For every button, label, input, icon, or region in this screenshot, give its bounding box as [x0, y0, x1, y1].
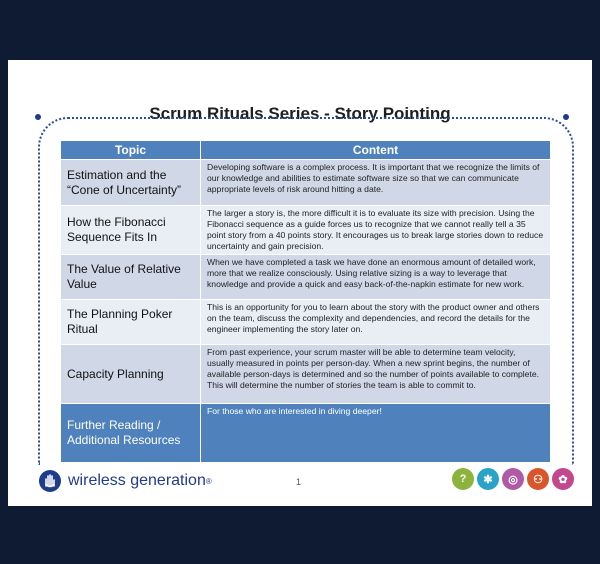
row-topic: Estimation and the “Cone of Uncertainty”: [61, 160, 201, 206]
row-content: Developing software is a complex process. It is important that we recognize the limits of our knowledge and abilities to estimate software size so that we can communicate appropriate levels of risk around hitting a date.: [201, 160, 551, 206]
people-icon: ⚇: [527, 468, 549, 490]
row-topic: How the Fibonacci Sequence Fits In: [61, 206, 201, 255]
page-number: 1: [296, 477, 302, 487]
slide: [8, 60, 592, 506]
row-content: From past experience, your scrum master will be able to determine team velocity, usually measured in points per person-day. When a new sprint begins, the number of available person-days is determined and so the number of points available to complete. This will determine the number of stories the team is able to commit to.: [201, 345, 551, 404]
row-content: When we have completed a task we have done an enormous amount of detailed work, more that we realize consciously. Using relative sizing is a way to leverage that knowledge and provide a quick and easy back-of-the-napkin estimate for new work.: [201, 255, 551, 300]
row-content: For those who are interested in diving deeper!: [201, 404, 551, 463]
row-topic: The Planning Poker Ritual: [61, 300, 201, 345]
table-row: [61, 345, 551, 404]
hand-logo-icon: [38, 469, 62, 493]
frame-dot-right: [563, 114, 569, 120]
row-topic: Capacity Planning: [61, 345, 201, 404]
frame-dot-left: [35, 114, 41, 120]
row-content: This is an opportunity for you to learn about the story with the product owner and others on the team, discuss the complexity and dependencies, and record the details for the engineer implementing the story later on.: [201, 300, 551, 345]
row-topic: The Value of Relative Value: [61, 255, 201, 300]
table-row: [61, 206, 551, 255]
table-row: [61, 255, 551, 300]
row-content: The larger a story is, the more difficult it is to evaluate its size with precision. Using the Fibonacci sequence as a guide forces us to recognize that we cannot really tell a 35 point story from a 40 points story. It encourages us to break large stories down to reduce uncertainty and gain precision.: [201, 206, 551, 255]
company-logo: [38, 468, 212, 494]
table-header-row: [61, 141, 551, 160]
table-row: [61, 300, 551, 345]
sparkle-icon: ✱: [477, 468, 499, 490]
topics-table: [60, 140, 551, 463]
logo-text: wireless generation: [68, 472, 206, 489]
header-content: Content: [201, 141, 551, 160]
table-row: [61, 404, 551, 463]
target-icon: ◎: [502, 468, 524, 490]
flower-icon: ✿: [552, 468, 574, 490]
row-topic: Further Reading / Additional Resources: [61, 404, 201, 463]
logo-trademark: ®: [205, 476, 212, 486]
header-topic: Topic: [61, 141, 201, 160]
footer-icons: [452, 468, 574, 490]
question-icon: ?: [452, 468, 474, 490]
table-row: [61, 160, 551, 206]
slide-title: Scrum Rituals Series - Story Pointing: [149, 104, 451, 123]
